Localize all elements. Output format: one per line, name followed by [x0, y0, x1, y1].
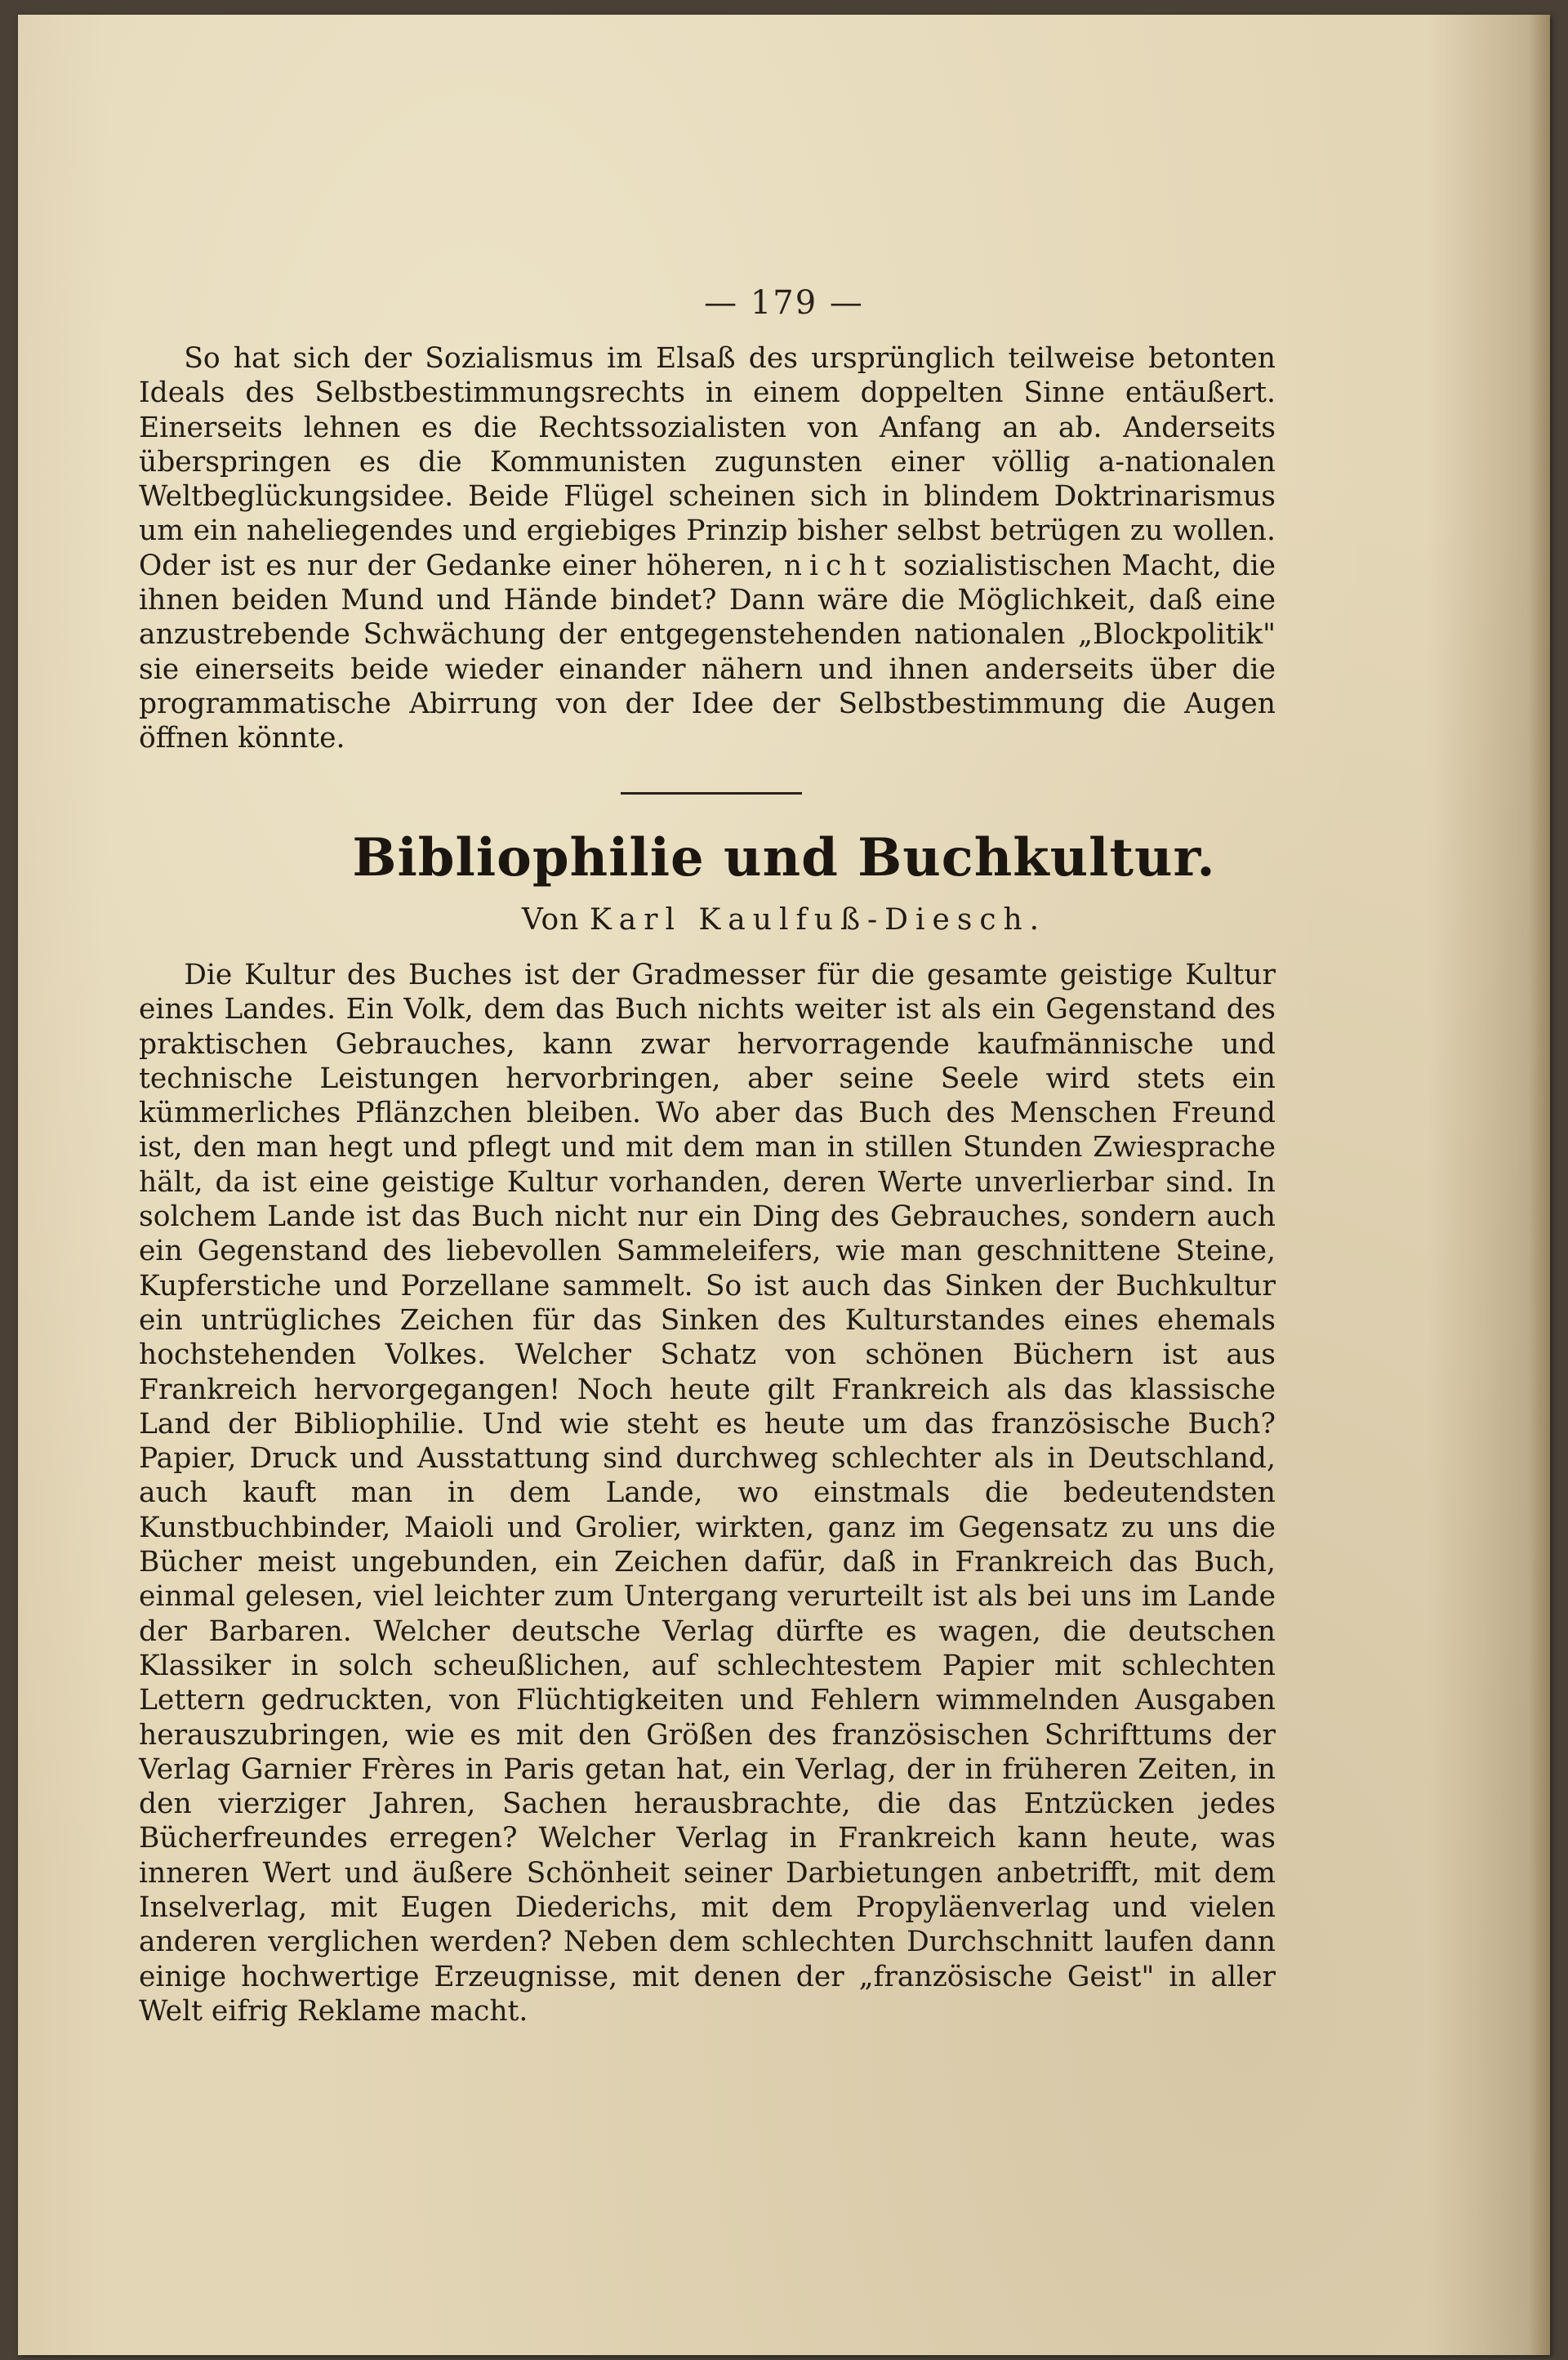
article-body-block	[139, 958, 1276, 2028]
article-title: Bibliophilie und Buchkultur.	[352, 827, 1216, 888]
page-edge-shadow	[1529, 15, 1550, 2355]
top-paragraph-block	[139, 341, 1276, 756]
top-paragraph	[139, 341, 1276, 756]
article-body: Die Kultur des Buches ist der Gradmesser für die gesamte geistige Kultur eines Landes. Ein Volk, dem das Buch nichts weiter ist als ein Gegenstand des praktischen Gebrauches, kann zwar hervorragende kaufmännische und technische Leistungen hervorbringen, aber seine Seele wird stets ein kümmerliches Pflänzchen bleiben. Wo aber das Buch des Menschen Freund ist, den man hegt und pflegt und mit dem man in stillen Stunden Zwiesprache hält, da ist eine geistige Kultur vorhanden, deren Werte unverlierbar sind. In solchem Lande ist das Buch nicht nur ein Ding des Gebrauches, sondern auch ein Gegenstand des liebevollen Sammeleifers, wie man geschnittene Steine, Kupferstiche und Porzellane sammelt. So ist auch das Sinken der Buchkultur ein untrügliches Zeichen für das Sinken des Kulturstandes eines ehemals hochstehenden Volkes. Welcher Schatz von schönen Büchern ist aus Frankreich hervorgegangen! Noch heute gilt Frankreich als das klassische Land der Bibliophilie. Und wie steht es heute um das französische Buch? Papier, Druck und Ausstattung sind durchweg schlechter als in Deutschland, auch kauft man in dem Lande, wo einstmals die bedeutendsten Kunstbuchbinder, Maioli und Grolier, wirkten, ganz im Gegensatz zu uns die Bücher meist ungebunden, ein Zeichen dafür, daß in Frankreich das Buch, einmal gelesen, viel leichter zum Untergang verurteilt ist als bei uns im Lande der Barbaren. Welcher deutsche Verlag dürfte es wagen, die deutschen Klassiker in solch scheußlichen, auf schlechtestem Papier mit schlechten Lettern gedruckten, von Flüchtigkeiten und Fehlern wimmelnden Ausgaben herauszubringen, wie es mit den Größen des französischen Schrifttums der Verlag Garnier Frères in Paris getan hat, ein Verlag, der in früheren Zeiten, in den vierziger Jahren, Sachen herausbrachte, die das Entzücken jedes Bücherfreundes erregen? Welcher Verlag in Frankreich kann heute, was inneren Wert und äußere Schönheit seiner Darbietungen anbetrifft, mit dem Inselverlag, mit Eugen Diederichs, mit dem Propyläenverlag und vielen anderen verglichen werden? Neben dem schlechten Durchschnitt laufen dann einige hochwertige Erzeugnisse, mit denen der „französische Geist" in aller Welt eifrig Reklame macht.	[139, 959, 1276, 2028]
emphasized-word: nicht	[783, 549, 893, 582]
byline-prefix: Von	[521, 903, 580, 937]
article-byline	[18, 903, 1550, 937]
author-name: Karl Kaulfuß-Diesch.	[589, 903, 1047, 937]
top-paragraph-end: sozialistischen Macht, die ihnen beiden Mund und Hände bindet? Dann wäre die Möglichkeit, daß eine anzustrebende Schwächung der entgegenstehenden nationalen „Blockpolitik" sie einerseits beide wieder einander nähern und ihnen anderseits über die programmatische Abirrung von der Idee der Selbstbestimmung die Augen öffnen könnte.	[139, 549, 1276, 755]
page-number: — 179 —	[704, 284, 864, 322]
section-divider	[621, 792, 802, 795]
book-page	[18, 15, 1550, 2355]
top-paragraph-text: So hat sich der Sozialismus im Elsaß des ursprünglich teilweise betonten Ideals des Selbstbestimmungsrechts in einem doppelten Sinne entäußert. Einerseits lehnen es die Rechtssozialisten von Anfang an ab. Anderseits überspringen es die Kommunisten zugunsten einer völlig a-nationalen Weltbeglückungsidee. Beide Flügel scheinen sich in blindem Doktrinarismus um ein naheliegendes und ergiebiges Prinzip bisher selbst betrügen zu wollen. Oder ist es nur der Gedanke einer höheren,	[139, 342, 1276, 582]
